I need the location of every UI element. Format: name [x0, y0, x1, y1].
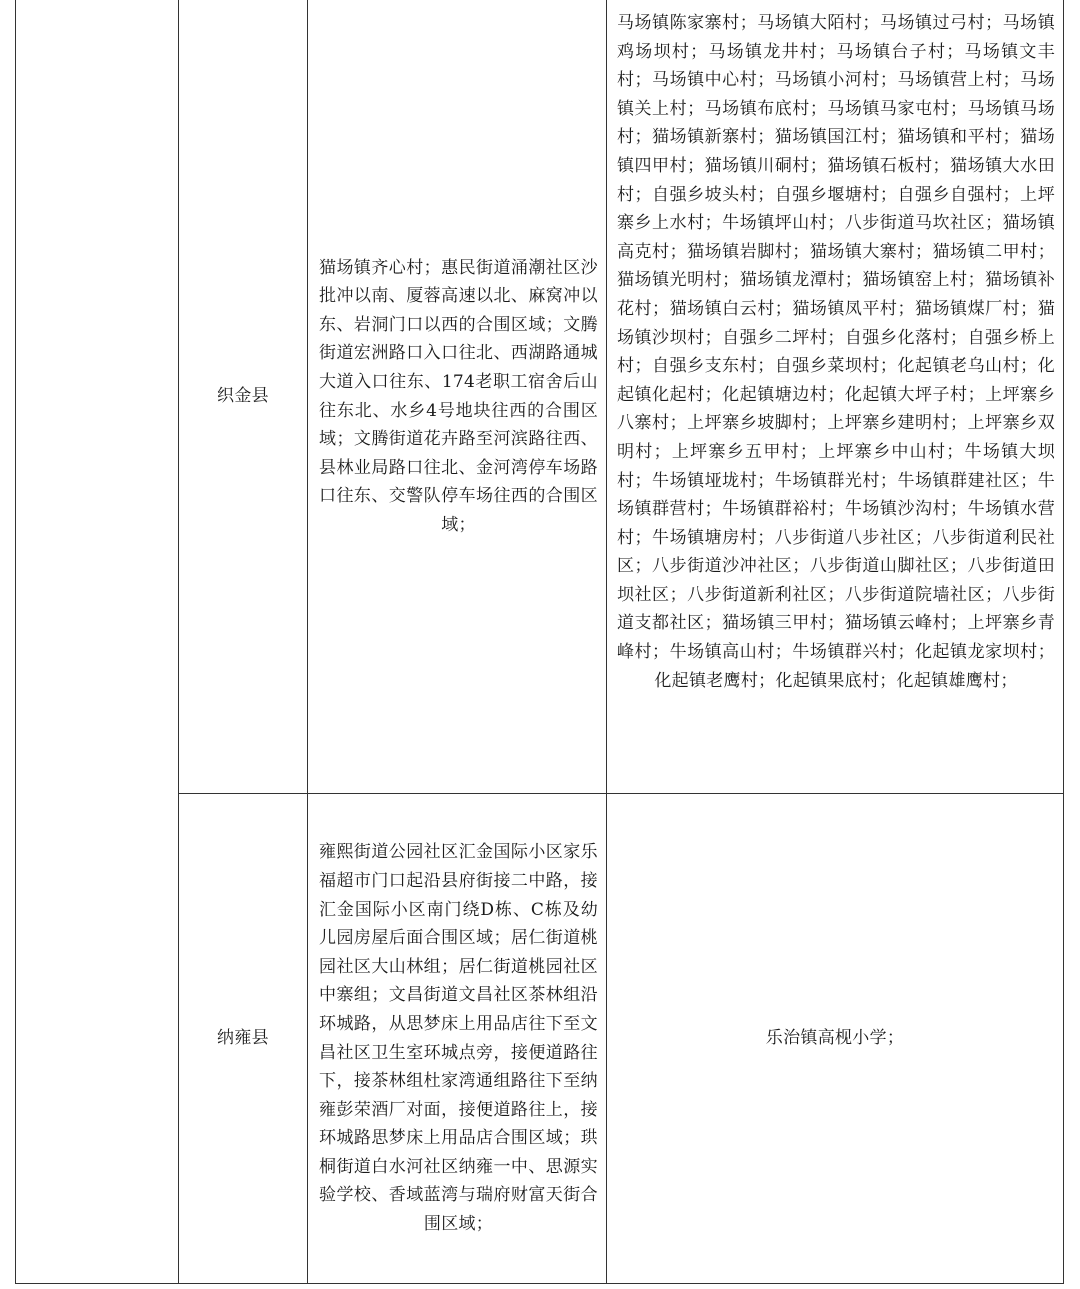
county-cell: [179, 794, 307, 1283]
table-border-right: [1063, 0, 1064, 1284]
controlled-area-text: 雍熙街道公园社区汇金国际小区家乐福超市门口起沿县府街接二中路，接汇金国际小区南门绕D栋、C栋及幼儿园房屋后面合围区域；居仁街道桃园社区大山林组；居仁街道桃园社区中寨组；文昌街道文昌社区茶林组沿环城路，从思梦床上用品店往下至文昌社区卫生室环城点旁，接便道路往下，接茶林组杜家湾通组路往下至纳雍彭荣酒厂对面，接便道路往上，接环城路思梦床上用品店合围区域；珙桐街道白水河社区纳雍一中、思源实验学校、香域蓝湾与瑞府财富天街合围区域；: [319, 842, 598, 1235]
county-name: 织金县: [217, 386, 269, 407]
controlled-area-cell: [308, 0, 606, 793]
county-name: 纳雍县: [217, 1028, 269, 1049]
controlled-area-text: 猫场镇齐心村；惠民街道涌潮社区沙批冲以南、厦蓉高速以北、麻窝冲以东、岩洞门口以西的合围区域；文腾街道宏洲路口入口往北、西湖路通城大道入口往东、174老职工宿舍后山往东北、水乡4号地块往西的合围区域；文腾街道花卉路至河滨路往西、县林业局路口往北、金河湾停车场路口往东、交警队停车场往西的合围区域；: [319, 257, 598, 535]
prevention-area-cell: [607, 9, 1063, 793]
prevention-area-text: 乐治镇高枧小学；: [765, 1028, 905, 1049]
prevention-area-text: 马场镇陈家寨村；马场镇大陌村；马场镇过弓村；马场镇鸡场坝村；马场镇龙井村；马场镇台子村；马场镇文丰村；马场镇中心村；马场镇小河村；马场镇营上村；马场镇关上村；马场镇布底村；马场镇马家屯村；马场镇马场村；猫场镇新寨村；猫场镇国江村；猫场镇和平村；猫场镇四甲村；猫场镇川硐村；猫场镇石板村；猫场镇大水田村；自强乡坡头村；自强乡堰塘村；自强乡自强村；上坪寨乡上水村；牛场镇坪山村；八步街道马坎社区；猫场镇高克村；猫场镇岩脚村；猫场镇大寨村；猫场镇二甲村；猫场镇光明村；猫场镇龙潭村；猫场镇窑上村；猫场镇补花村；猫场镇白云村；猫场镇凤平村；猫场镇煤厂村；猫场镇沙坝村；自强乡二坪村；自强乡化落村；自强乡桥上村；自强乡支东村；自强乡菜坝村；化起镇老乌山村；化起镇化起村；化起镇塘边村；化起镇大坪子村；上坪寨乡八寨村；上坪寨乡坡脚村；上坪寨乡建明村；上坪寨乡双明村；上坪寨乡五甲村；上坪寨乡中山村；牛场镇大坝村；牛场镇垭垅村；牛场镇群光村；牛场镇群建社区；牛场镇群营村；牛场镇群裕村；牛场镇沙沟村；牛场镇水营村；牛场镇塘房村；八步街道八步社区；八步街道利民社区；八步街道沙冲社区；八步街道山脚社区；八步街道田坝社区；八步街道新利社区；八步街道院墙社区；八步街道支都社区；猫场镇三甲村；猫场镇云峰村；上坪寨乡青峰村；牛场镇高山村；牛场镇群兴村；化起镇龙家坝村；化起镇老鹰村；化起镇果底村；化起镇雄鹰村；: [617, 13, 1055, 691]
table-border-bottom: [15, 1283, 1064, 1284]
table-border-left: [15, 0, 16, 1284]
prevention-area-cell: [607, 794, 1063, 1283]
controlled-area-cell: [308, 794, 606, 1283]
county-cell: [179, 0, 307, 793]
